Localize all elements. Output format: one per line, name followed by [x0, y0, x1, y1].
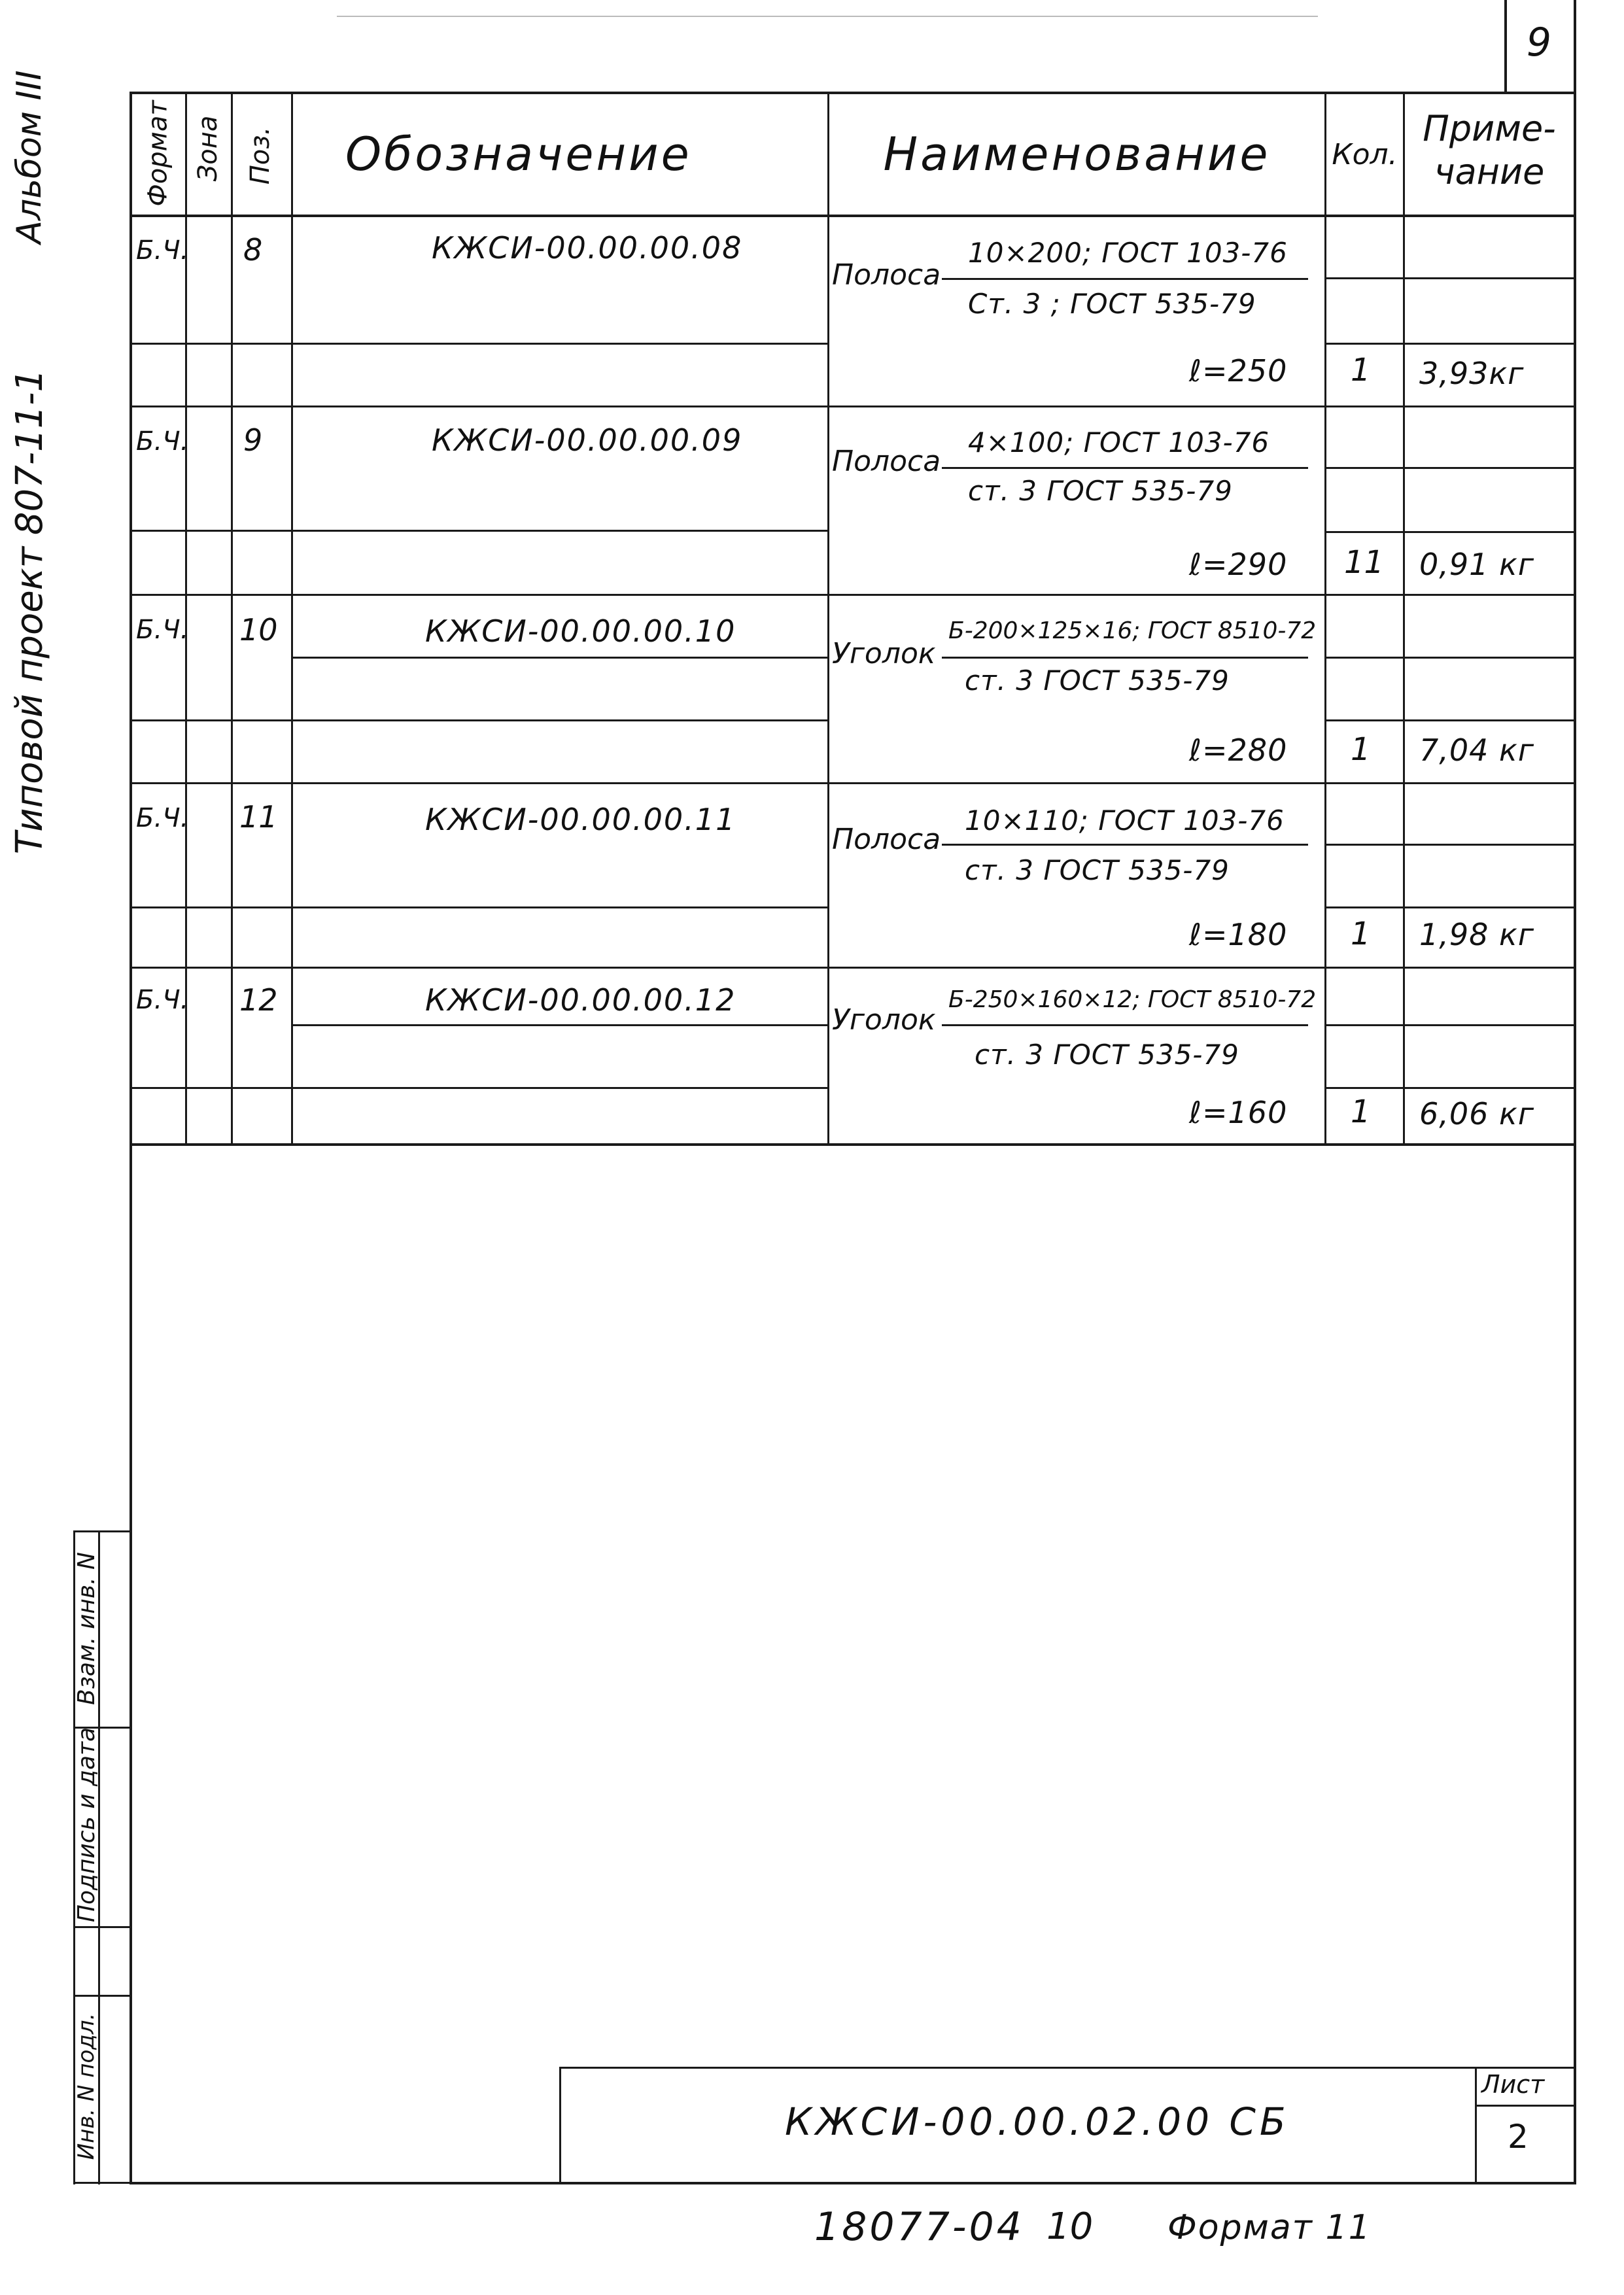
sheet-value: 2 [1508, 2118, 1529, 2156]
row-line [132, 719, 827, 721]
row-standard: 10×110; ГОСТ 103-76 [965, 804, 1285, 837]
row-position: 9 [243, 423, 263, 458]
row-length: ℓ=180 [1189, 917, 1288, 952]
row-line [132, 406, 1576, 407]
row-line [132, 530, 827, 532]
sheet-label: Лист [1481, 2070, 1545, 2099]
fraction-line [942, 278, 1308, 280]
title-block-top [559, 2067, 1576, 2069]
row-line [1324, 844, 1576, 846]
footer-copy-number: 10 [1046, 2205, 1094, 2248]
stamp-inv-orig: Инв. N подл. [73, 2012, 99, 2160]
row-length: ℓ=250 [1189, 353, 1288, 388]
title-block-sheet-divider [1475, 2067, 1477, 2184]
col-line-name [1324, 92, 1326, 1145]
row-line [1324, 343, 1576, 345]
row-quantity: 1 [1351, 352, 1371, 388]
row-note: 7,04 кг [1419, 733, 1534, 768]
row-line [1324, 1024, 1576, 1026]
row-line [132, 906, 827, 908]
row-material: ст. 3 ГОСТ 535-79 [968, 475, 1233, 507]
row-format: Б.Ч. [136, 985, 189, 1015]
header-zone: Зона [193, 115, 223, 182]
row-item-name: Полоса [832, 445, 941, 478]
row-quantity: 1 [1351, 916, 1371, 952]
row-line [293, 1024, 827, 1026]
row-standard: 10×200; ГОСТ 103-76 [968, 237, 1288, 269]
row-item-name: Уголок [832, 1003, 936, 1037]
row-designation: КЖСИ-00.00.00.11 [425, 802, 736, 837]
row-line [1324, 719, 1576, 721]
row-line [132, 1087, 827, 1089]
row-line [1324, 531, 1576, 533]
row-length: ℓ=160 [1189, 1095, 1288, 1130]
header-pos: Поз. [245, 126, 275, 185]
stamp-replace-inv: Взам. инв. N [73, 1552, 100, 1705]
col-line-pos [291, 92, 293, 1145]
row-designation: КЖСИ-00.00.00.09 [432, 423, 743, 458]
row-format: Б.Ч. [136, 803, 189, 833]
row-line [1324, 906, 1576, 908]
row-line [132, 594, 1576, 596]
header-designation: Обозначение [345, 128, 692, 181]
row-material: ст. 3 ГОСТ 535-79 [965, 664, 1230, 697]
sheet-number: 9 [1526, 20, 1552, 65]
footer-format: Формат 11 [1167, 2208, 1372, 2247]
row-note: 3,93кг [1419, 356, 1525, 391]
row-position: 11 [239, 799, 278, 835]
project-label: Типовой проект 807-11-1 [8, 368, 51, 855]
row-quantity: 1 [1351, 1094, 1371, 1130]
footer-archive-number: 18077-04 [814, 2204, 1024, 2250]
row-item-name: Уголок [832, 637, 936, 670]
row-format: Б.Ч. [136, 426, 189, 457]
fraction-line [942, 657, 1308, 659]
title-block-sheet-label-line [1475, 2105, 1576, 2107]
stamp-bottom-border [73, 2182, 132, 2184]
row-line [132, 343, 827, 345]
row-line [1324, 1087, 1576, 1089]
header-name: Наименование [883, 128, 1271, 181]
row-item-name: Полоса [832, 258, 941, 292]
row-material: ст. 3 ГОСТ 535-79 [975, 1039, 1239, 1071]
row-quantity: 1 [1351, 731, 1371, 768]
stamp-divider-2 [73, 1926, 132, 1928]
row-position: 8 [243, 232, 263, 267]
row-position: 10 [239, 612, 278, 647]
row-length: ℓ=280 [1189, 733, 1288, 768]
row-line [1324, 467, 1576, 469]
row-designation: КЖСИ-00.00.00.12 [425, 982, 736, 1018]
row-line [132, 967, 1576, 969]
fraction-line [942, 467, 1308, 469]
row-line [132, 782, 1576, 784]
row-note: 6,06 кг [1419, 1096, 1534, 1131]
row-designation: КЖСИ-00.00.00.08 [432, 230, 743, 266]
row-quantity: 11 [1344, 544, 1385, 581]
row-line [1324, 657, 1576, 659]
row-note: 0,91 кг [1419, 547, 1534, 582]
title-block-left [559, 2067, 561, 2184]
document-code: КЖСИ-00.00.02.00 СБ [785, 2099, 1290, 2144]
fraction-line [942, 1024, 1308, 1026]
row-position: 12 [239, 982, 278, 1018]
row-standard: Б-250×160×12; ГОСТ 8510-72 [948, 986, 1317, 1013]
row-note: 1,98 кг [1419, 917, 1534, 952]
fraction-line [942, 844, 1308, 846]
row-length: ℓ=290 [1189, 547, 1288, 582]
row-designation: КЖСИ-00.00.00.10 [425, 613, 736, 649]
header-note-line2: чание [1434, 151, 1545, 192]
header-qty: Кол. [1332, 137, 1398, 171]
row-format: Б.Ч. [136, 235, 189, 266]
album-label: Альбом III [10, 70, 49, 244]
header-note [1405, 94, 1574, 215]
header-bottom-line [130, 215, 1576, 217]
row-material: ст. 3 ГОСТ 535-79 [965, 854, 1230, 886]
row-line [1324, 277, 1576, 279]
sheet-box-top-line [337, 16, 1318, 17]
header-note-line1: Приме- [1423, 108, 1556, 149]
frame-bottom [130, 2182, 1576, 2184]
col-line-zone [231, 92, 233, 1145]
col-line-qty [1403, 92, 1405, 1145]
stamp-signature-date: Подпись и дата [73, 1727, 100, 1923]
header-format: Формат [143, 100, 173, 207]
row-standard: Б-200×125×16; ГОСТ 8510-72 [948, 617, 1317, 644]
row-material: Ст. 3 ; ГОСТ 535-79 [968, 288, 1256, 320]
row-line [293, 657, 827, 659]
row-item-name: Полоса [832, 823, 941, 856]
row-format: Б.Ч. [136, 615, 189, 645]
col-line-des [827, 92, 829, 1145]
frame-right [1574, 0, 1576, 2184]
row-standard: 4×100; ГОСТ 103-76 [968, 426, 1270, 458]
row-line [132, 1143, 1576, 1146]
